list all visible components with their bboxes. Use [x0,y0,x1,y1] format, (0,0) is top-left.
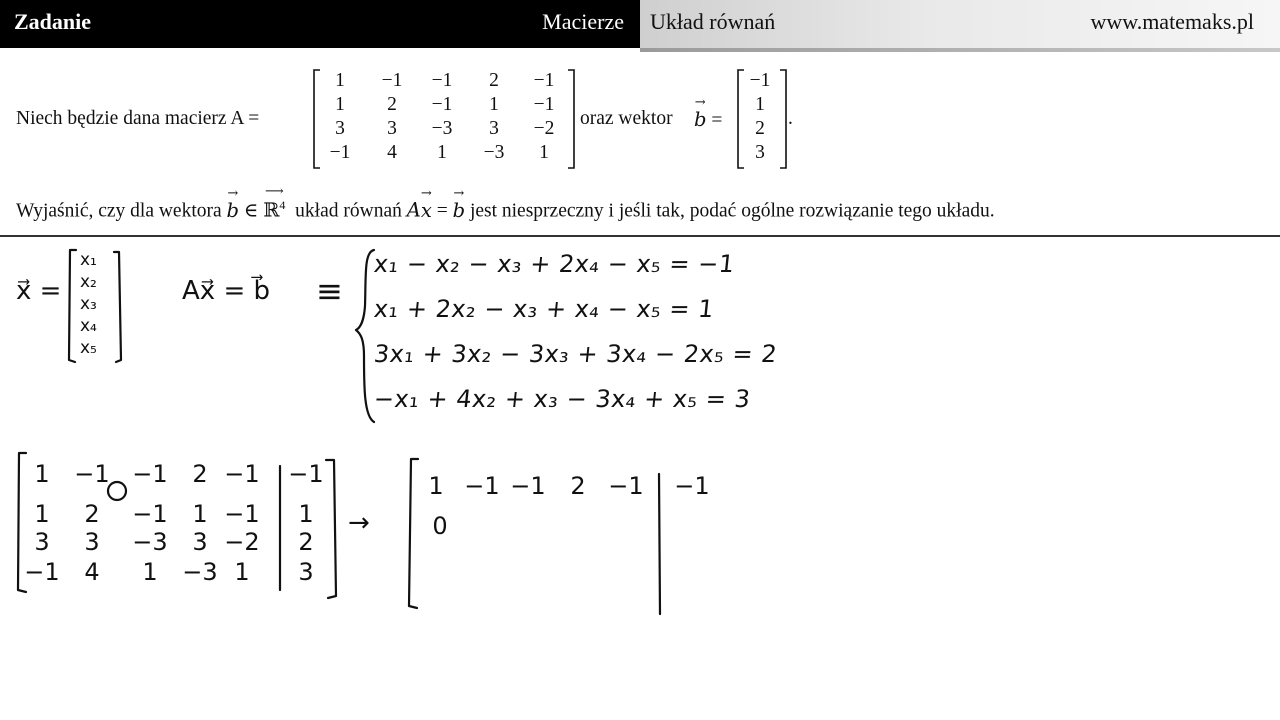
hw-result-cell: −1 [464,472,500,500]
hw-augmented-cell: −1 [24,558,60,586]
matrix-a-cell: 4 [387,142,397,163]
hw-result-cell: 0 [432,512,448,540]
hw-equation: −x₁ + 4x₂ + x₃ − 3x₄ + x₅ = 3 [372,385,752,413]
vector-b-cell: −1 [749,70,771,91]
matrix-a-cell: 1 [489,94,499,115]
hw-augmented-cell: −1 [224,500,260,528]
header-left-panel [0,0,640,48]
matrix-a-cell: −3 [431,118,453,139]
hw-augmented-cell: 1 [34,460,50,488]
matrix-a-cell: 3 [335,118,345,139]
hw-augmented-cell: −3 [182,558,218,586]
matrix-a-cell: −1 [431,94,453,115]
header-right-panel [640,0,1280,48]
matrix-a-cell: 2 [387,94,397,115]
matrix-a-cell: −1 [431,70,453,91]
oraz-text: oraz wektor [580,108,673,129]
hw-augmented-cell: 3 [84,528,100,556]
hw-augmented-cell: 1 [142,558,158,586]
hw-x-entry: x₂ [80,272,97,292]
hw-augmented-cell: 1 [234,558,250,586]
hw-augmented-rhs-cell: 3 [298,558,314,586]
hw-x-entry: x₄ [80,316,97,336]
question-line: Wyjaśnić, czy dla wektora → b ∈ ⟶ ℝ$^4$ układ równań A → x = → b jest niesprzeczny i jeśli tak, podać ogólne rozwiązanie tego układu. [16,183,995,222]
hw-equation: x₁ + 2x₂ − x₃ + x₄ − x₅ = 1 [372,295,716,323]
hw-augmented-rhs-cell: 1 [298,500,314,528]
hw-arrow: → [348,508,370,538]
hw-augmented-cell: 2 [192,460,208,488]
hw-x-vector-brackets [66,246,136,366]
hw-x-vector-label: x⃗ = [16,276,62,306]
intro-text: Niech będzie dana macierz A = [16,108,260,129]
hw-augmented-cell: 3 [192,528,208,556]
hw-result-rhs-cell: −1 [674,472,710,500]
hw-augmented-rhs-cell: 2 [298,528,314,556]
hw-augmented-cell: 1 [192,500,208,528]
matrix-a-cell: 1 [539,142,549,163]
hw-augmented-cell: −1 [224,460,260,488]
hw-equation: x₁ − x₂ − x₃ + 2x₄ − x₅ = −1 [372,250,737,278]
hw-x-entry: x₃ [80,294,97,314]
hw-augmented-cell: 1 [34,500,50,528]
hw-augmented-cell: −1 [74,460,110,488]
matrix-a-cell: 1 [335,70,345,91]
hw-x-entry: x₁ [80,250,97,270]
hw-x-entry: x₅ [80,338,97,358]
hw-result-cell: −1 [510,472,546,500]
matrix-a-cell: −3 [483,142,505,163]
site-url[interactable]: www.matemaks.pl [1090,9,1254,34]
hw-result-cell: 2 [570,472,586,500]
hw-result-cell: −1 [608,472,644,500]
hw-augmented-rhs-cell: −1 [288,460,324,488]
hw-augmented-cell: 3 [34,528,50,556]
hw-augmented-cell: −1 [132,500,168,528]
hw-augmented-cell: 2 [84,500,100,528]
matrix-a-cell: 1 [437,142,447,163]
matrix-a-cell: −1 [381,70,403,91]
tab-macierze[interactable]: Macierze [542,9,624,34]
vector-b-symbol: → b = [694,95,723,131]
hw-ax-equals-b: Ax⃗ = b⃗ [182,276,270,306]
header-title: Zadanie [14,9,92,34]
vector-b-cell: 1 [755,94,765,115]
hw-augmented-cell: −2 [224,528,260,556]
hw-augmented-cell: −3 [132,528,168,556]
section-divider [0,235,1280,237]
tab-uklad-rownan[interactable]: Układ równań [650,9,776,34]
matrix-a-cell: 2 [489,70,499,91]
hw-equivalent-sign: ≡ [316,272,343,310]
header-underline [640,48,1280,52]
hw-equation: 3x₁ + 3x₂ − 3x₃ + 3x₄ − 2x₅ = 2 [372,340,779,368]
matrix-a-cell: 3 [387,118,397,139]
matrix-a-cell: −1 [533,94,555,115]
matrix-a-cell: 3 [489,118,499,139]
period: . [788,108,793,129]
matrix-a-cell: −2 [533,118,555,139]
hw-augmented-cell: 4 [84,558,100,586]
header-bar [0,0,1280,52]
matrix-a-cell: −1 [533,70,555,91]
matrix-a [312,68,576,170]
matrix-a-cell: 1 [335,94,345,115]
vector-b-cell: 3 [755,142,765,163]
vector-b [736,68,788,170]
hw-augmented-cell: −1 [132,460,168,488]
vector-b-cell: 2 [755,118,765,139]
matrix-a-cell: −1 [329,142,351,163]
hw-result-cell: 1 [428,472,444,500]
